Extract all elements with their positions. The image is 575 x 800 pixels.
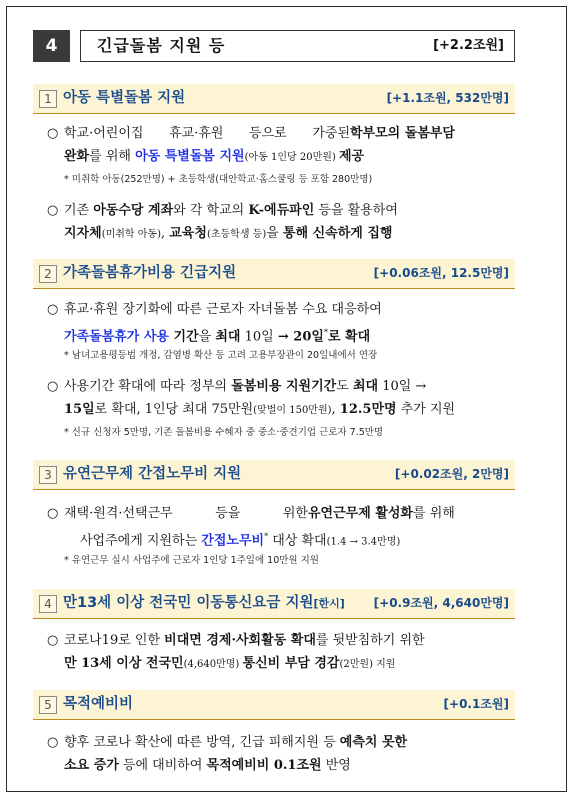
text-line: 가족돌봄휴가 사용 기간을 최대 10일 → 20일*로 확대 — [64, 328, 371, 345]
section-title: 목적예비비 — [63, 696, 134, 712]
text-line: 향후 코로나 확산에 따른 방역, 긴급 피해지원 등 예측치 못한 — [64, 735, 408, 750]
footnote: * 남녀고용평등법 개정, 감염병 확산 등 고려 고용부장관이 20일내에서 연장 — [64, 350, 378, 361]
bullet: ○ — [47, 379, 59, 394]
title-text: 긴급돌봄 지원 등 — [97, 36, 226, 55]
section-amount: [+1.1조원, 532만명] — [386, 91, 509, 105]
section-amount: [+0.1조원] — [443, 697, 509, 711]
section-number: 2 — [39, 265, 57, 283]
text-line: 코로나19로 인한 비대면 경제·사회활동 확대를 뒷받침하기 위한 — [64, 633, 425, 648]
section-amount: [+0.02조원, 2만명] — [394, 467, 509, 481]
section-header-4 — [33, 589, 515, 619]
section-header-5 — [33, 690, 515, 720]
bullet: ○ — [47, 735, 59, 750]
footnote: * 유연근무 실시 사업주에 근로자 1인당 1주일에 10만원 지원 — [64, 555, 319, 566]
footnote: * 미취학 아동(252만명) + 초등학생(대안학교·홈스쿨링 등 포함 280만명) — [64, 174, 373, 185]
text-line: 15일로 확대, 1인당 최대 75만원(맞벌이 150만원), 12.5만명 추가 지원 — [64, 402, 456, 417]
bullet: ○ — [47, 126, 59, 141]
document-title — [33, 30, 515, 62]
section-number: 1 — [39, 90, 57, 108]
bullet: ○ — [47, 203, 59, 218]
section-header-1 — [33, 84, 515, 114]
bullet: ○ — [47, 302, 59, 317]
title-number: 4 — [33, 30, 70, 62]
title-box — [80, 30, 515, 62]
section-amount: [+0.9조원, 4,640만명] — [373, 596, 509, 610]
text-line: 사업주에게 지원하는 간접노무비* 대상 확대(1.4 → 3.4만명) — [80, 532, 401, 549]
section-title: 가족돌봄휴가비용 긴급지원 — [63, 265, 237, 281]
footnote: * 신규 신청자 5만명, 기존 돌봄비용 수혜자 중 중소·중견기업 근로자 7.5만명 — [64, 427, 384, 438]
text-line: 소요 증가 등에 대비하여 목적예비비 0.1조원 반영 — [64, 758, 351, 773]
section-number: 5 — [39, 696, 57, 714]
text-line: 기존 아동수당 계좌와 각 학교의 K-에듀파인 등을 활용하여 — [64, 203, 398, 218]
bullet: ○ — [47, 506, 59, 521]
text-line: 사용기간 확대에 따라 정부의 돌봄비용 지원기간도 최대 10일 → — [64, 379, 427, 394]
section-title: 유연근무제 간접노무비 지원 — [63, 466, 242, 482]
text-line: 만 13세 이상 전국민(4,640만명) 통신비 부담 경감(2만원) 지원 — [64, 656, 396, 671]
text-line: 휴교·휴원 장기화에 따른 근로자 자녀돌봄 수요 대응하여 — [64, 302, 382, 317]
section-number: 4 — [39, 595, 57, 613]
section-title: 만13세 이상 전국민 이동통신요금 지원[한시] — [63, 595, 345, 611]
text-line: 완화를 위해 아동 특별돌봄 지원(아동 1인당 20만원) 제공 — [64, 149, 365, 164]
text-line: 지자체(미취학 아동), 교육청(초등학생 등)을 통해 신속하게 집행 — [64, 226, 393, 241]
title-amount: [+2.2조원] — [433, 38, 504, 53]
section-amount: [+0.06조원, 12.5만명] — [373, 266, 509, 280]
section-header-3 — [33, 460, 515, 490]
section-title: 아동 특별돌봄 지원 — [63, 90, 186, 106]
section-number: 3 — [39, 466, 57, 484]
text-line: 재택·원격·선택근무 등을 위한유연근무제 활성화를 위해 — [64, 506, 455, 521]
bullet: ○ — [47, 633, 59, 648]
text-line: 학교·어린이집 휴교·휴원 등으로 가중된학부모의 돌봄부담 — [64, 126, 455, 141]
section-header-2 — [33, 259, 515, 289]
